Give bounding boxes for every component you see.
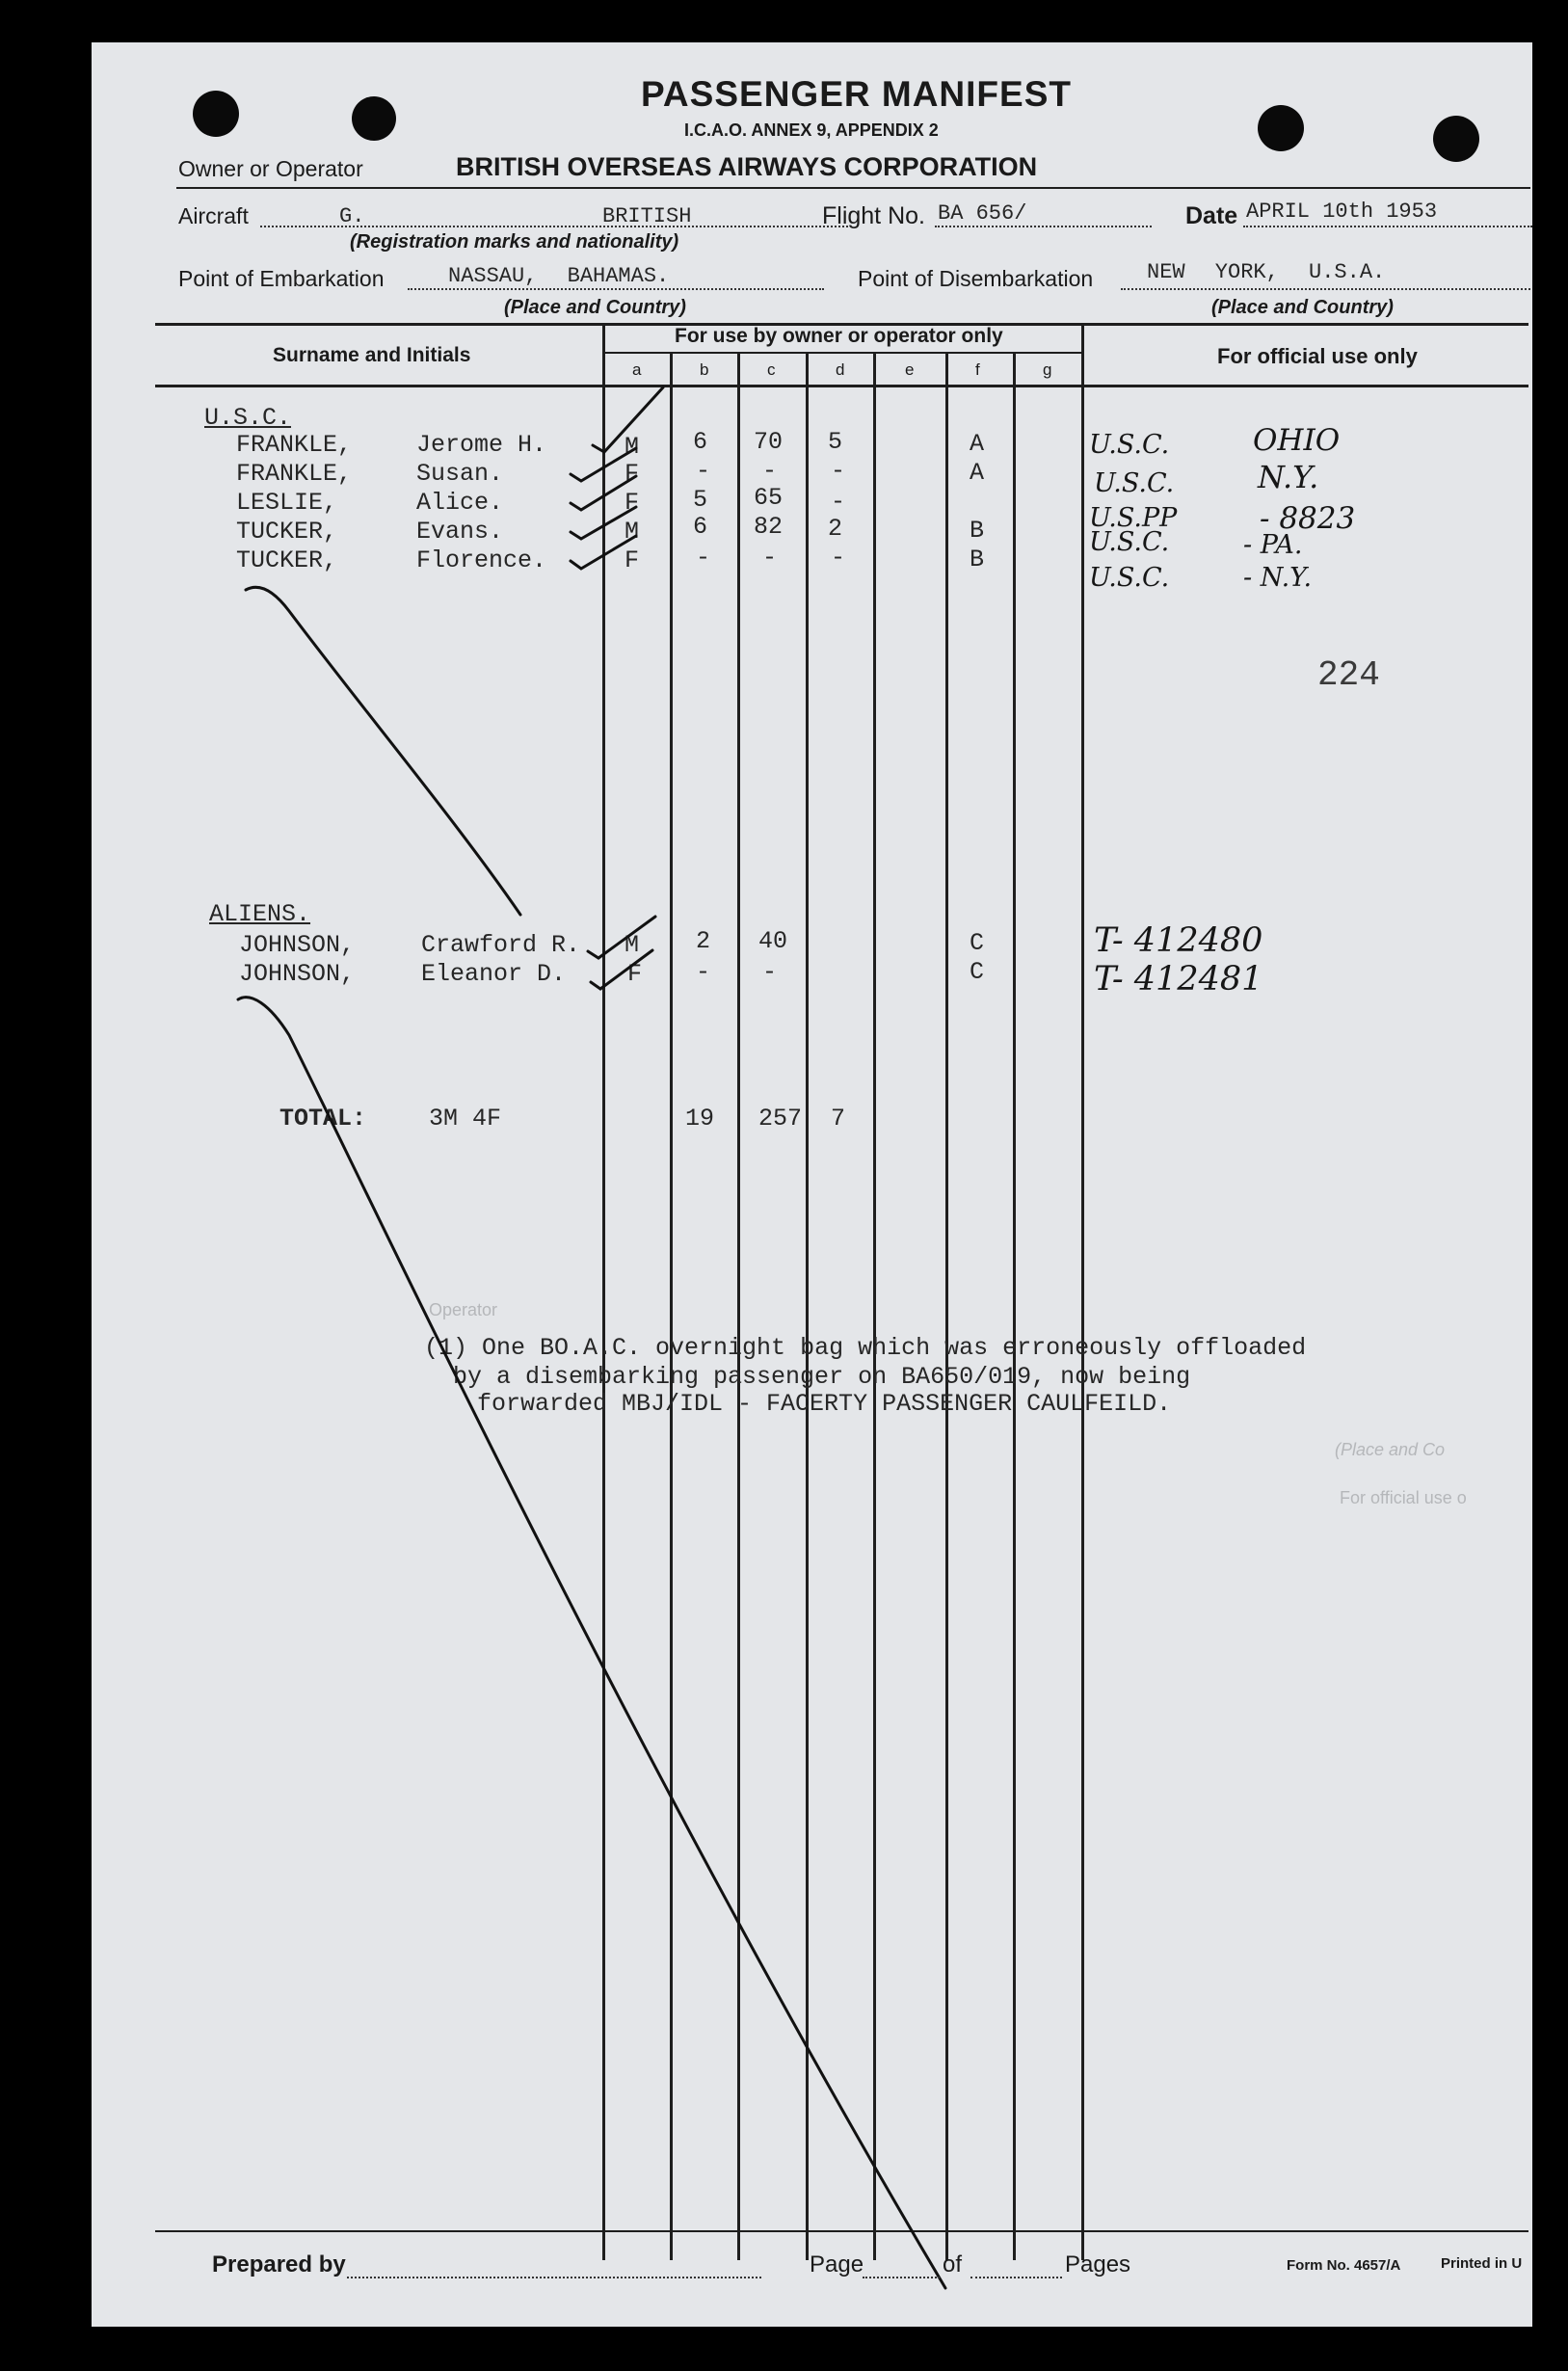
pages-dots xyxy=(970,2277,1062,2278)
manifest-title: PASSENGER MANIFEST xyxy=(641,74,1072,114)
disembarkation-value: NEW YORK, U.S.A. xyxy=(1147,260,1386,284)
col-d: - xyxy=(831,544,846,572)
header-col-f: f xyxy=(975,360,980,379)
manifest-paper xyxy=(92,42,1532,2327)
prepared-by-dots xyxy=(347,2277,761,2278)
official-note-2: OHIO xyxy=(1253,423,1341,458)
sex: M xyxy=(625,931,640,959)
header-col-d: d xyxy=(836,360,845,379)
col-c: 40 xyxy=(758,927,788,955)
col-f: A xyxy=(970,459,985,487)
official-note: T- 412481 xyxy=(1094,960,1263,999)
header-col-c: c xyxy=(767,360,776,379)
of-label: of xyxy=(943,2251,963,2278)
check-mark-4 xyxy=(571,507,636,539)
check-mark-5 xyxy=(571,536,636,569)
sex: F xyxy=(625,546,640,574)
col-c: 70 xyxy=(754,428,784,456)
col-c: 82 xyxy=(754,513,784,541)
official-note-2: - 8823 xyxy=(1260,501,1356,536)
official-note: U.S.PP xyxy=(1089,503,1178,533)
cross-out-aliens xyxy=(238,998,945,2288)
total-sex: 3M 4F xyxy=(429,1105,502,1132)
col-b: 6 xyxy=(693,513,708,541)
aliens-heading: ALIENS. xyxy=(209,900,311,928)
initials: Crawford R. xyxy=(421,931,581,959)
header-col-g: g xyxy=(1043,360,1052,379)
official-note-2: - N.Y. xyxy=(1243,563,1313,593)
aircraft-note: (Registration marks and nationality) xyxy=(350,231,679,253)
embarkation-note: (Place and Country) xyxy=(504,297,686,318)
header-official-use: For official use only xyxy=(1217,344,1418,368)
surname: LESLIE, xyxy=(236,489,338,517)
flight-label: Flight No. xyxy=(822,202,925,229)
surname: JOHNSON, xyxy=(239,960,356,988)
header-col-a: a xyxy=(632,360,642,379)
disembarkation-note: (Place and Country) xyxy=(1211,297,1394,318)
aircraft-prefix: G. xyxy=(339,204,365,228)
initials: Susan. xyxy=(416,460,504,488)
col-f: B xyxy=(970,546,985,573)
printed-in: Printed in U xyxy=(1441,2255,1523,2272)
date-label: Date xyxy=(1185,202,1238,229)
flight-value: BA 656/ xyxy=(938,201,1027,226)
date-value: APRIL 10th 1953 xyxy=(1246,200,1438,224)
page-dots xyxy=(863,2277,940,2278)
note-line-2: by a disembarking passenger on BA650/019, now being xyxy=(453,1363,1191,1391)
col-f: B xyxy=(970,517,985,545)
col-b: 6 xyxy=(693,428,708,456)
official-note: T- 412480 xyxy=(1094,921,1263,960)
official-note: U.S.C. xyxy=(1094,468,1175,498)
cross-out-usc xyxy=(246,587,520,915)
col-c: - xyxy=(762,457,778,485)
col-f: C xyxy=(970,929,985,957)
surname: FRANKLE, xyxy=(236,460,353,488)
form-number: Form No. 4657/A xyxy=(1287,2257,1401,2274)
col-f: A xyxy=(970,430,985,458)
col-b: - xyxy=(696,544,711,572)
surname: TUCKER, xyxy=(236,518,338,546)
official-note-2: N.Y. xyxy=(1258,459,1319,495)
col-d: 5 xyxy=(828,428,843,456)
initials: Evans. xyxy=(416,518,504,546)
official-note-2: - PA. xyxy=(1243,530,1303,560)
stamp-number: 224 xyxy=(1317,655,1380,695)
surname: TUCKER, xyxy=(236,546,338,574)
total-d: 7 xyxy=(831,1105,846,1132)
official-note: U.S.C. xyxy=(1089,563,1170,593)
total-label: TOTAL: xyxy=(279,1105,367,1132)
disembarkation-label: Point of Disembarkation xyxy=(858,266,1094,291)
initials: Eleanor D. xyxy=(421,960,567,988)
col-b: 5 xyxy=(693,486,708,514)
pages-label: Pages xyxy=(1065,2251,1131,2278)
col-d: 2 xyxy=(828,515,843,543)
header-col-b: b xyxy=(700,360,709,379)
total-b: 19 xyxy=(685,1105,715,1132)
sex: M xyxy=(625,518,640,546)
col-c: 65 xyxy=(754,484,784,512)
col-c: - xyxy=(762,544,778,572)
col-d: - xyxy=(831,457,846,485)
official-note: U.S.C. xyxy=(1089,430,1170,460)
col-b: - xyxy=(696,457,711,485)
official-note: U.S.C. xyxy=(1089,527,1170,557)
col-b: 2 xyxy=(696,927,711,955)
owner-label: Owner or Operator xyxy=(178,156,363,181)
total-c: 257 xyxy=(758,1105,803,1132)
sex: M xyxy=(625,433,640,461)
pen-marks xyxy=(92,42,1532,2327)
initials: Jerome H. xyxy=(416,431,547,459)
page-label: Page xyxy=(810,2251,864,2278)
sex: F xyxy=(627,960,643,988)
header-surname: Surname and Initials xyxy=(273,344,471,366)
header-owner-use: For use by owner or operator only xyxy=(675,325,1003,347)
sex: F xyxy=(625,489,640,517)
header-col-e: e xyxy=(905,360,915,379)
col-f: C xyxy=(970,958,985,986)
manifest-subtitle: I.C.A.O. ANNEX 9, APPENDIX 2 xyxy=(684,120,939,140)
check-mark-6 xyxy=(588,917,655,958)
bleed-through-operator: Operator xyxy=(429,1300,498,1319)
aircraft-nationality: BRITISH xyxy=(602,204,692,228)
sex: F xyxy=(625,460,640,488)
aircraft-label: Aircraft xyxy=(178,203,249,228)
bleed-through-place: (Place and Co xyxy=(1335,1440,1446,1459)
prepared-by-label: Prepared by xyxy=(212,2251,346,2278)
note-line-3: forwarded MBJ/IDL - FACERTY PASSENGER CAULFEILD. xyxy=(477,1390,1172,1418)
check-mark-1 xyxy=(593,387,663,452)
col-d: - xyxy=(831,488,846,516)
surname: FRANKLE, xyxy=(236,431,353,459)
note-line-1: (1) One BO.A.C. overnight bag which was erroneously offloaded xyxy=(424,1334,1307,1362)
embarkation-value: NASSAU, BAHAMAS. xyxy=(448,264,670,288)
embarkation-label: Point of Embarkation xyxy=(178,266,385,291)
col-c: - xyxy=(762,958,778,986)
usc-heading: U.S.C. xyxy=(204,404,292,432)
surname: JOHNSON, xyxy=(239,931,356,959)
bleed-through-official: For official use o xyxy=(1340,1488,1467,1507)
col-b: - xyxy=(696,958,711,986)
initials: Alice. xyxy=(416,489,504,517)
initials: Florence. xyxy=(416,546,547,574)
owner-value: BRITISH OVERSEAS AIRWAYS CORPORATION xyxy=(456,152,1038,181)
